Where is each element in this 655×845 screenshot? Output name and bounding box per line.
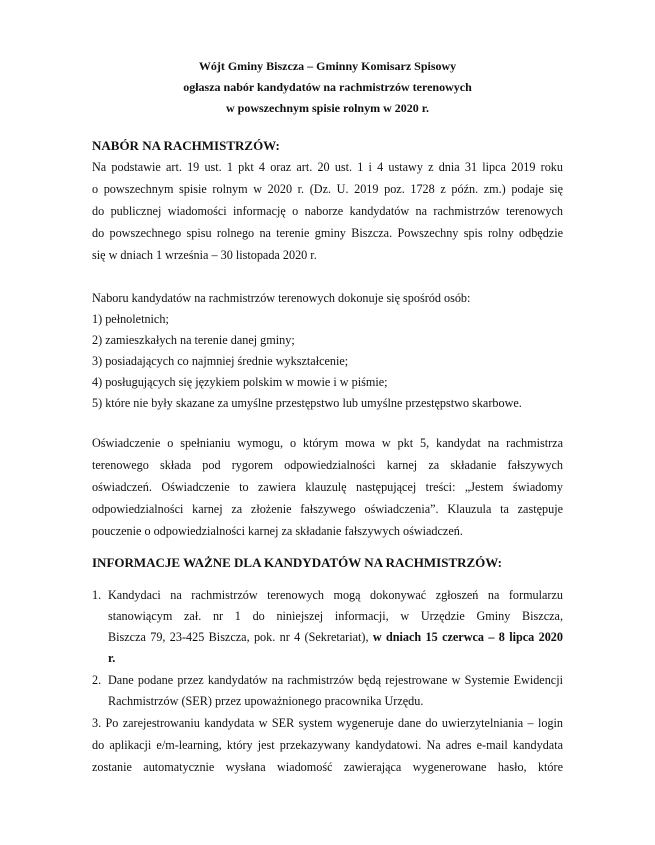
info-item-line xyxy=(108,627,563,648)
criteria-item: 4) posługujących się językiem polskim w mowie i w piśmie; xyxy=(92,375,388,389)
nabor-line: do publicznej wiadomości informację o naborze kandydatów na rachmistrzów terenowych xyxy=(92,204,563,218)
info-section xyxy=(92,553,563,573)
info-item-line: zostanie automatycznie wysłana wiadomość zawierająca wygenerowane hasło, które xyxy=(92,760,563,774)
criteria-intro: Naboru kandydatów na rachmistrzów terenowych dokonuje się spośród osób: xyxy=(92,291,471,305)
info-heading: INFORMACJE WAŻNE DLA KANDYDATÓW NA RACHMISTRZÓW: xyxy=(92,555,502,570)
oswiadczenie-line: Oświadczenie o spełnianiu wymogu, o którym mowa w pkt 5, kandydat na rachmistrza xyxy=(92,436,563,450)
oswiadczenie-line: oświadczeń. Oświadczenie to zawiera klauzulę następującej treści: „Jestem świadomy xyxy=(92,480,563,494)
announcement-header xyxy=(92,56,563,119)
criteria-item: 3) posiadających co najmniej średnie wykształcenie; xyxy=(92,354,349,368)
nabor-line: Na podstawie art. 19 ust. 1 pkt 4 oraz art. 20 ust. 1 i 4 ustawy z dnia 31 lipca 2019 roku xyxy=(92,160,563,174)
oswiadczenie-section xyxy=(92,432,563,542)
nabor-section xyxy=(92,136,563,266)
criteria-item: 1) pełnoletnich; xyxy=(92,312,169,326)
info-item-line: do aplikacji e/m-learning, który jest przekazywany kandydatowi. Na adres e-mail kandydata xyxy=(92,738,563,752)
nabor-line: o powszechnym spisie rolnym w 2020 r. (Dz. U. 2019 poz. 1728 z późn. zm.) podaje się xyxy=(92,182,563,196)
nabor-line: do powszechnego spisu rolnego na terenie gminy Biszcza. Powszechny spis rolny odbędzie xyxy=(92,226,563,240)
info-item-line: 3. Po zarejestrowaniu kandydata w SER system wygeneruje dane do uwierzytelniania – login xyxy=(92,716,563,730)
info-item-1 xyxy=(92,585,563,669)
oswiadczenie-line: pouczenie o odpowiedzialności karnej za składanie fałszywych oświadczeń. xyxy=(92,524,463,538)
oswiadczenie-line: odpowiedzialności karnej za złożenie fałszywego oświadczenia”. Klauzula ta zastępuje xyxy=(92,502,563,516)
info-item-line: Rachmistrzów (SER) przez upoważnionego pracownika Urzędu. xyxy=(108,694,424,708)
item-number: 1. xyxy=(92,588,102,602)
criteria-section xyxy=(92,288,563,414)
info-item-3 xyxy=(92,712,563,778)
header-line-3: w powszechnym spisie rolnym w 2020 r. xyxy=(225,101,429,115)
info-item-line: Dane podane przez kandydatów na rachmistrzów będą rejestrowane w Systemie Ewidencji xyxy=(108,673,563,687)
criteria-item: 2) zamieszkałych na terenie danej gminy; xyxy=(92,333,295,347)
info-item-line: stanowiącym zał. nr 1 do niniejszej informacji, w Urzędzie Gminy Biszcza, xyxy=(108,609,563,623)
oswiadczenie-line: terenowego składa pod rygorem odpowiedzialności karnej za składanie fałszywych xyxy=(92,458,563,472)
info-item-line: Kandydaci na rachmistrzów terenowych mogą dokonywać zgłoszeń na formularzu xyxy=(108,588,563,602)
info-item-line xyxy=(108,648,563,669)
header-line-1: Wójt Gminy Biszcza – Gminny Komisarz Spisowy xyxy=(198,59,457,73)
item-number: 2. xyxy=(92,673,102,687)
info-item-2 xyxy=(92,670,563,712)
nabor-heading: NABÓR NA RACHMISTRZÓW: xyxy=(92,138,280,153)
nabor-line: się w dniach 1 września – 30 listopada 2020 r. xyxy=(92,248,317,262)
address-text: Biszcza 79, 23-425 Biszcza, pok. nr 4 (Sekretariat), xyxy=(108,630,369,644)
dates-bold-text: w dniach 15 czerwca – 8 lipca 2020 xyxy=(372,630,563,644)
dates-bold-suffix: r. xyxy=(108,651,116,665)
header-line-2: ogłasza nabór kandydatów na rachmistrzów terenowych xyxy=(183,80,472,94)
criteria-item: 5) które nie były skazane za umyślne przestępstwo lub umyślne przestępstwo skarbowe. xyxy=(92,396,522,410)
